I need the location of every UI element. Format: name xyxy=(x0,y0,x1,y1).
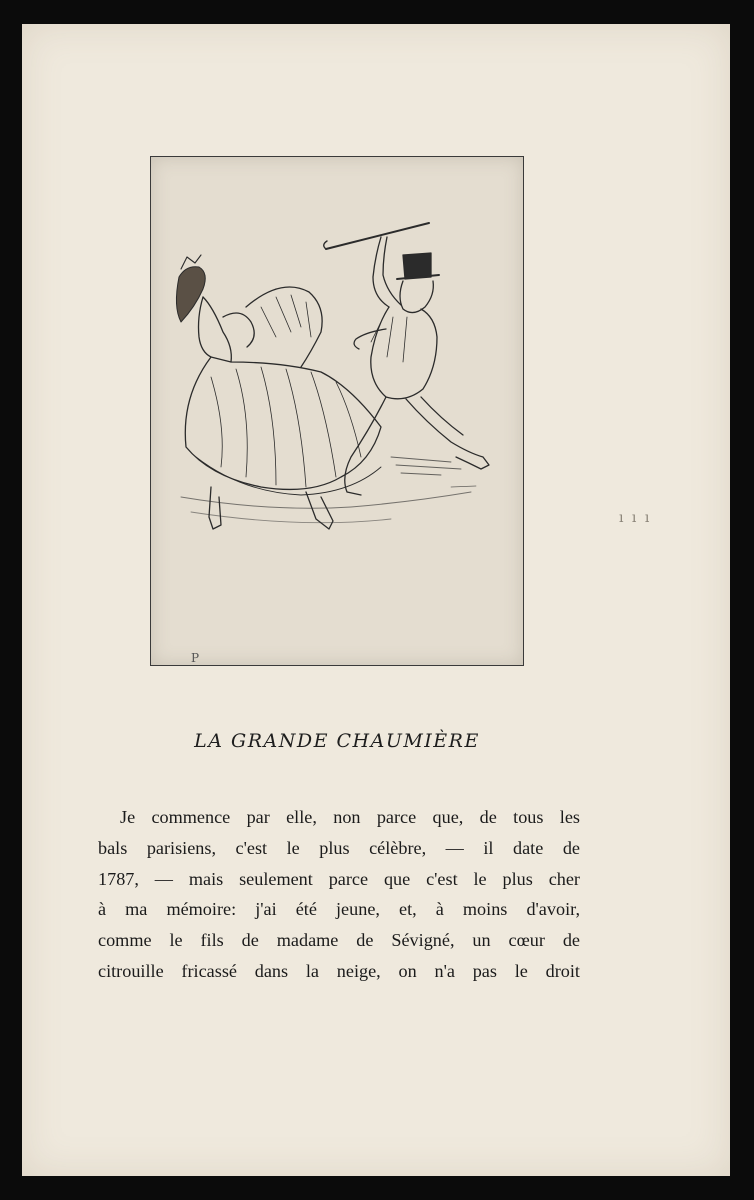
body-line: comme le fils de madame de Sévigné, un cœur de xyxy=(98,930,580,951)
plate-signature-mark: P xyxy=(191,651,200,665)
body-line: 1787, — mais seulement parce que c'est le plus cher xyxy=(98,868,580,889)
chapter-title: LA GRANDE CHAUMIÈRE xyxy=(194,730,480,752)
book-page xyxy=(22,24,730,1176)
body-line: bals parisiens, c'est le plus célèbre, — il date de xyxy=(98,837,580,858)
etching-plate xyxy=(150,156,524,666)
margin-ink-mark: ı ı ı xyxy=(619,510,652,526)
body-line: Je commence par elle, non parce que, de tous les xyxy=(120,807,580,827)
dancing-couple-illustration xyxy=(151,157,523,665)
body-line: citrouille fricassé dans la neige, on n'a pas le droit xyxy=(98,960,580,981)
body-text xyxy=(98,802,580,987)
body-line: à ma mémoire: j'ai été jeune, et, à moins d'avoir, xyxy=(98,899,580,920)
